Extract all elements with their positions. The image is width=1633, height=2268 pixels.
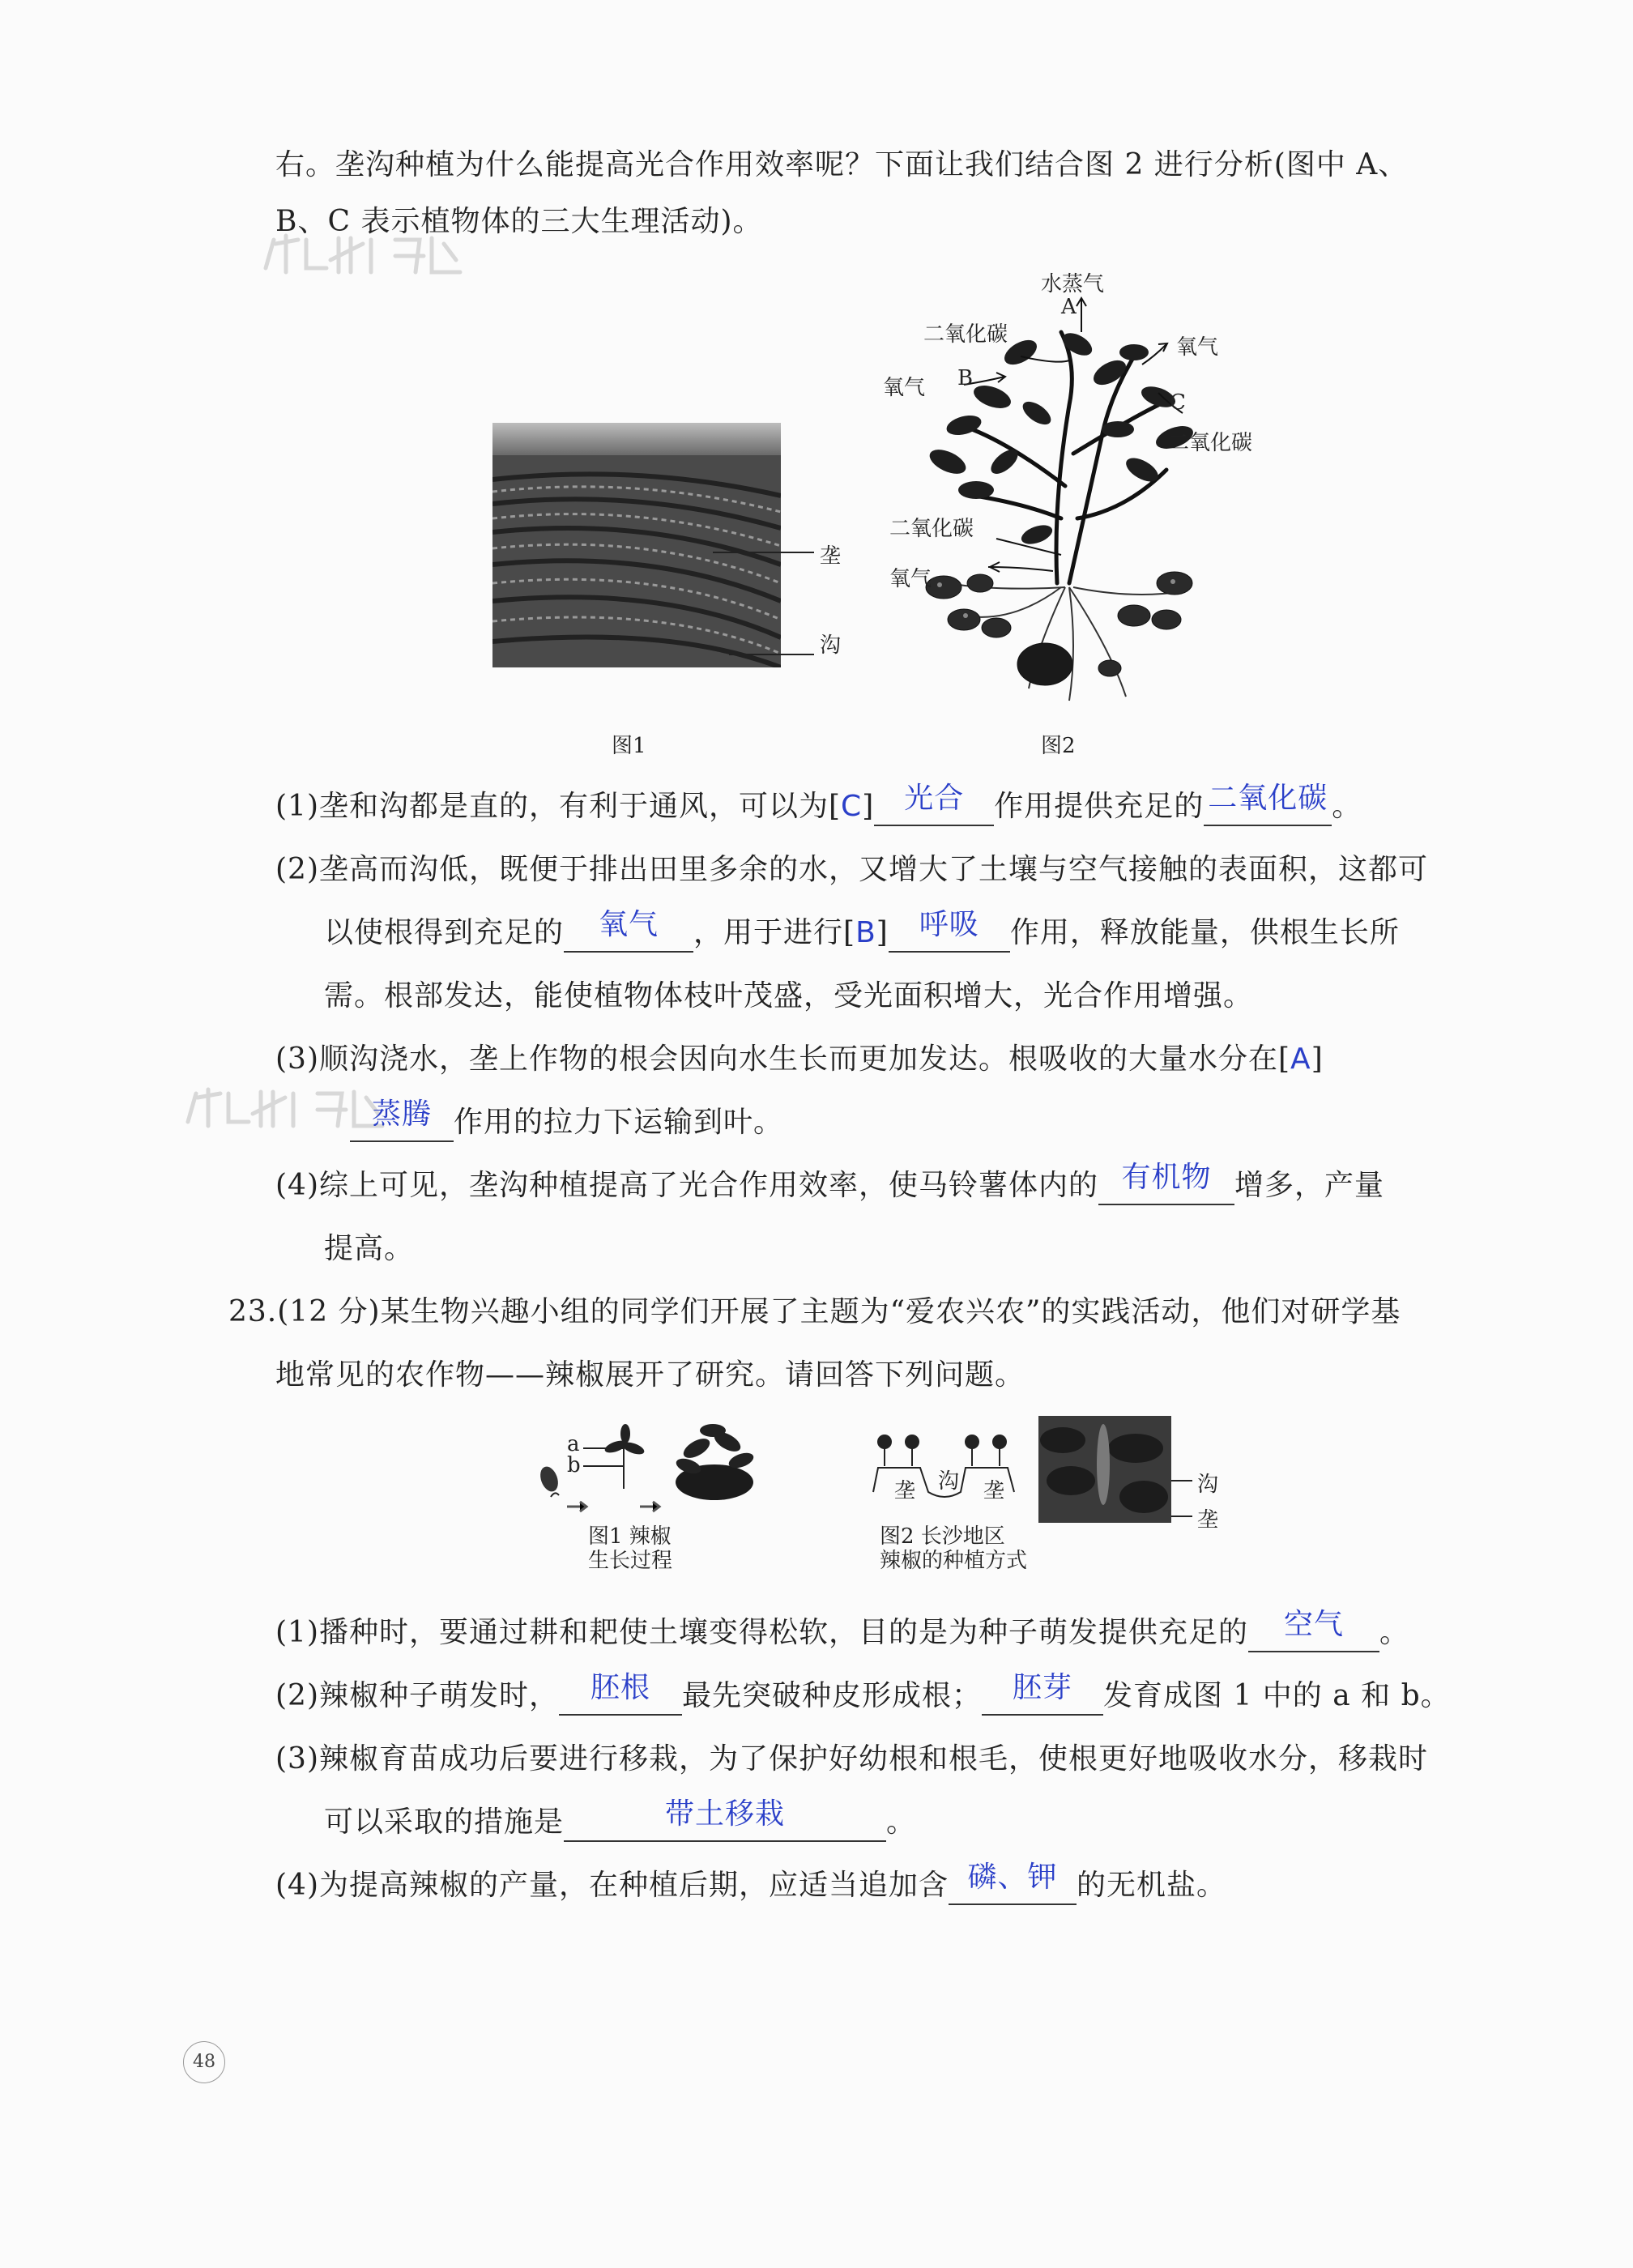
q22-p2-answer-1: 氧气: [599, 908, 659, 941]
q22-part-4-line-1: (4)综上可见，垄沟种植提高了光合作用效率，使马铃薯体内的 有机物 增多，产量: [275, 1166, 1384, 1205]
q22-part-3-line-2: 蒸腾 作用的拉力下运输到叶。: [350, 1103, 783, 1142]
q22-p4-answer: 有机物: [1121, 1161, 1212, 1194]
q23-p1-blank: [1248, 1608, 1379, 1652]
q22-p4-blank: [1098, 1161, 1234, 1205]
q23-part-3-line-2: 可以采取的措施是 带土移栽 。: [324, 1803, 916, 1842]
figure-2-o2-lower-label: 氧气: [889, 567, 932, 591]
q23-figure-2-photo: [1038, 1416, 1171, 1523]
figure-1-caption: 图1: [612, 734, 646, 758]
q23-figure-1-label-a: a: [567, 1432, 580, 1456]
q23-p1-answer: 空气: [1283, 1608, 1344, 1641]
q23-figure-1-label-b: b: [567, 1453, 581, 1477]
q23-figure-2-side-ridge: 垄: [1197, 1508, 1219, 1533]
figure-1-furrow-label: 沟: [820, 633, 842, 658]
q23-figure-1-growth-drawing: [527, 1416, 761, 1518]
q23-p4-answer: 磷、钾: [967, 1861, 1058, 1894]
figure-1-leader-lines: [713, 535, 826, 656]
intro-line-1: 右。垄沟种植为什么能提高光合作用效率呢？下面让我们结合图 2 进行分析(图中 A、: [275, 148, 1409, 181]
q22-part-1: (1)垄和沟都是直的，有利于通风，可以为[C] 光合 作用提供充足的 二氧化碳 。: [275, 787, 1362, 826]
q22-p3-answer: 蒸腾: [371, 1098, 432, 1131]
figure-2-caption: 图2: [1041, 734, 1076, 758]
page-number: 48: [183, 2041, 225, 2083]
q22-p2-bracket-answer: B: [855, 916, 876, 949]
q22-p3-blank: [350, 1098, 454, 1142]
q22-p2-blank-1: [564, 908, 693, 953]
q22-part-2-line-3: 需。根部发达，能使植物体枝叶茂盛，受光面积增大，光合作用增强。: [324, 979, 1254, 1013]
figure-2-co2-right-label: 二氧化碳: [1168, 431, 1253, 455]
q23-p2-answer-1: 胚根: [590, 1671, 650, 1704]
q23-figure-2-furrow: 沟: [938, 1469, 960, 1494]
q22-p2-blank-2: [889, 908, 1010, 953]
q22-part-4-line-2: 提高。: [324, 1232, 415, 1265]
q22-part-2-line-2: 以使根得到充足的 氧气 ，用于进行[B] 呼吸 作用，释放能量，供根生长所: [324, 914, 1400, 953]
intro-line-2: B、C 表示植物体的三大生理活动)。: [275, 205, 763, 238]
figure-2-o2-left-label: 氧气: [883, 376, 926, 400]
q23-p2-blank-1: [559, 1671, 682, 1716]
q23-figure-2-ridge-2: 垄: [983, 1479, 1005, 1503]
q23-figure-2-caption-1: 图2 长沙地区: [880, 1524, 1005, 1549]
q22-p2-answer-2: 呼吸: [919, 908, 979, 941]
figure-2-co2-top-label: 二氧化碳: [923, 322, 1008, 347]
q23-figure-2-leader-lines: [1171, 1474, 1196, 1523]
q23-figure-1-caption-1: 图1 辣椒: [588, 1524, 672, 1549]
watermark-graphic: [258, 224, 492, 280]
figure-1-ridge-label: 垄: [820, 544, 842, 569]
q23-figure-1-caption-2: 生长过程: [588, 1549, 673, 1573]
q23-p4-blank: [949, 1861, 1077, 1905]
q23-figure-2-side-furrow: 沟: [1197, 1473, 1219, 1497]
figure-2-label-b: B: [957, 366, 974, 390]
q23-figure-2-ridge-1: 垄: [894, 1479, 916, 1503]
q23-stem-line-1: 23.(12 分)某生物兴趣小组的同学们开展了主题为“爱农兴农”的实践活动，他们对研学基: [228, 1295, 1401, 1328]
q22-p1-blank-1: [874, 782, 994, 826]
q22-p3-bracket-answer: A: [1290, 1042, 1311, 1076]
q22-p1-answer-2: 二氧化碳: [1208, 782, 1328, 815]
q23-figure-2-caption-2: 辣椒的种植方式: [880, 1549, 1028, 1573]
q23-p2-blank-2: [982, 1671, 1103, 1716]
q23-part-3-line-1: (3)辣椒育苗成功后要进行移栽，为了保护好幼根和根毛，使根更好地吸收水分，移栽时: [275, 1742, 1428, 1776]
q22-p1-blank-2: [1204, 782, 1332, 826]
figure-2-label-a: A: [1061, 295, 1077, 319]
q23-part-2: (2)辣椒种子萌发时， 胚根 最先突破种皮形成根； 胚芽 发育成图 1 中的 a 和 b。: [275, 1677, 1451, 1716]
q22-p1-answer-1: 光合: [904, 782, 965, 815]
q23-part-1: (1)播种时，要通过耕和耙使土壤变得松软，目的是为种子萌发提供充足的 空气 。: [275, 1614, 1409, 1652]
q23-p2-answer-2: 胚芽: [1013, 1671, 1073, 1704]
figure-2-label-c: C: [1170, 390, 1186, 415]
q22-part-3-line-1: (3)顺沟浇水，垄上作物的根会因向水生长而更加发达。根吸收的大量水分在[A]: [275, 1042, 1324, 1076]
figure-2-water-vapor-label: 水蒸气: [1041, 272, 1105, 296]
q23-stem-line-2: 地常见的农作物——辣椒展开了研究。请回答下列问题。: [275, 1358, 1025, 1392]
q23-p3-answer: 带土移栽: [665, 1797, 786, 1831]
q22-part-2-line-1: (2)垄高而沟低，既便于排出田里多余的水，又增大了土壤与空气接触的表面积，这都可: [275, 853, 1428, 886]
figure-2-co2-lower-label: 二氧化碳: [889, 517, 974, 541]
figure-2-o2-right-label: 氧气: [1176, 335, 1219, 360]
q22-p1-bracket-answer: C: [841, 790, 863, 823]
q23-part-4: (4)为提高辣椒的产量，在种植后期，应适当追加含 磷、钾 的无机盐。: [275, 1866, 1226, 1905]
